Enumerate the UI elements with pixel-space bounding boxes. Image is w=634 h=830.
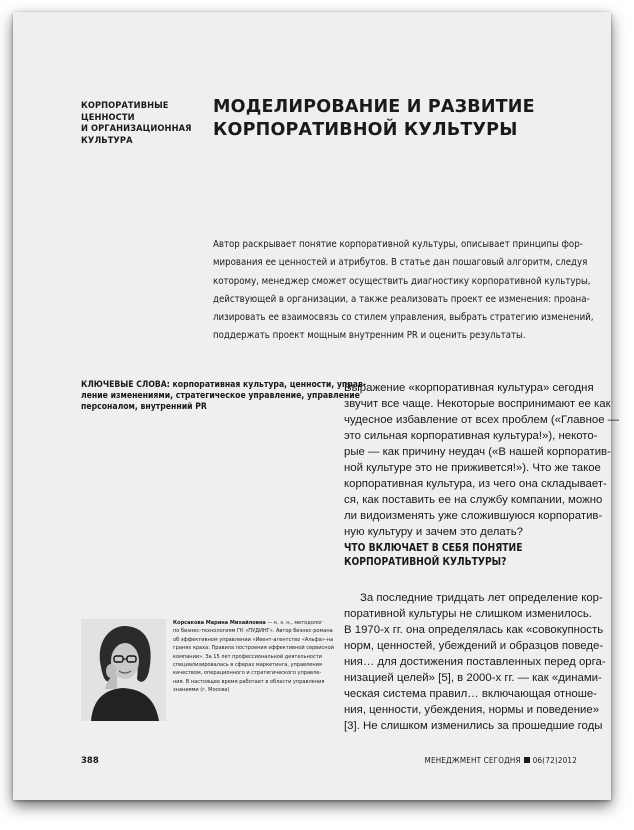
abstract-line: действующей в организации, а также реализовать проект ее изменения: проана- (213, 293, 590, 305)
body-paragraph (344, 590, 606, 734)
publication-footer (425, 756, 577, 765)
text-line: норм, ценностей, убеждений и образцов поведе- (344, 640, 604, 652)
abstract-line: лизировать ее взаимосвязь со стилем управления, выбрать стратегию изменений, (213, 312, 594, 324)
text-line: ли видоизменять уже сложившуюся корпоратив- (344, 510, 603, 522)
bio-line: об эффективном управлении «Ивент-агентство «Альфа»-на (173, 636, 334, 643)
text-line: это сильная корпоративная культура!»), некото- (344, 430, 598, 442)
text-line: чудесное избавление от всех проблем («Главное — (344, 414, 620, 426)
bio-line: компании». За 15 лет профессиональной деятельности (173, 653, 322, 660)
keywords-line: персоналом, внутренний PR (81, 401, 207, 412)
section-heading (344, 542, 606, 570)
text-line: звучит все чаще. Некоторые воспринимают ее как (344, 398, 611, 410)
abstract-line: которому, менеджер сможет осуществить диагностику корпоративной культуры, (213, 275, 591, 287)
bio-line: ния. В настоящее время работает в области управления (173, 678, 325, 685)
text-line: поративной культуры не слишком изменилось. (344, 608, 592, 620)
article-title (213, 96, 593, 142)
rubric-line: ЦЕННОСТИ (81, 111, 135, 123)
article-abstract (213, 236, 593, 346)
title-line: МОДЕЛИРОВАНИЕ И РАЗВИТИЕ (213, 97, 535, 117)
bio-line: знаниями (г. Москва) (173, 687, 230, 694)
title-line: КОРПОРАТИВНОЙ КУЛЬТУРЫ (213, 120, 518, 140)
author-portrait-image (81, 619, 166, 721)
magazine-page (13, 12, 620, 800)
text-line: ния… для достижения поставленных перед орга- (344, 656, 606, 668)
bio-line: гранях краха: Правила построения эффективной сервисной (173, 645, 334, 652)
bio-line: качеством, операционного и стратегического управле- (173, 670, 322, 677)
text-line: низацией целей» [5], в 2000-х гг. — как «динами- (344, 672, 602, 684)
author-name: Корсакова Марина Михайловна (173, 620, 266, 626)
text-line: ния, ценности, убеждения, нормы и поведение» (344, 704, 600, 716)
text-line: [3]. Не слишком изменились за прошедшие годы (344, 720, 603, 732)
keywords-block (81, 380, 367, 412)
text-line: ную культуру и зачем это делать? (344, 526, 523, 538)
text-line: Выражение «корпоративная культура» сегодня (344, 382, 594, 394)
author-bio (173, 619, 333, 695)
rubric-line: КУЛЬТУРА (81, 134, 133, 146)
rubric-line: И ОРГАНИЗАЦИОННАЯ (81, 123, 192, 134)
heading-line: ЧТО ВКЛЮЧАЕТ В СЕБЯ ПОНЯТИЕ (344, 543, 523, 554)
bio-line: специализировалась в сферах маркетинга, управления (173, 662, 322, 669)
text-line: ся, как поставить ее на службу компании, можно (344, 494, 603, 506)
text-line: ной культуре это не приживется!»). Что же такое (344, 462, 601, 474)
abstract-line: мирования ее ценностей и атрибутов. В статье дан пошаговый алгоритм, следуя (213, 257, 588, 269)
intro-paragraph (344, 380, 620, 540)
heading-line: КОРПОРАТИВНОЙ КУЛЬТУРЫ? (344, 557, 507, 568)
abstract-line: Автор раскрывает понятие корпоративной культуры, описывает принципы фор- (213, 239, 583, 250)
keywords-line: КЛЮЧЕВЫЕ СЛОВА: корпоративная культура, ценности, управ- (81, 380, 367, 390)
page-number: 388 (81, 756, 99, 766)
section-rubric (81, 100, 201, 146)
abstract-line: поддержать проект мощным внутренним PR и оценить результаты. (213, 330, 526, 342)
text-line: рые — как причину неудач («В нашей корпоратив- (344, 446, 611, 458)
keywords-line: ление изменениями, стратегическое управление, управление (81, 390, 360, 401)
text-line: корпоративная культура, из чего она складывает- (344, 478, 607, 490)
author-photo (81, 619, 166, 721)
rubric-line: КОРПОРАТИВНЫЕ (81, 100, 169, 111)
square-separator-icon (524, 757, 530, 763)
publication-name: МЕНЕДЖМЕНТ СЕГОДНЯ (424, 756, 521, 765)
text-line: В 1970-х гг. она определялась как «совокупность (344, 624, 604, 636)
bio-line: по бизнес-технологиям ГК «ПУДИНГ». Автор бизнес-романа (173, 628, 333, 635)
bio-first-line (173, 619, 333, 627)
bio-text: — к. э. н., методолог (267, 620, 323, 626)
issue-number: 06(72)2012 (532, 756, 577, 765)
text-line: За последние тридцать лет определение кор- (360, 592, 603, 604)
text-line: ческая система правил… включающая отноше- (344, 688, 597, 700)
